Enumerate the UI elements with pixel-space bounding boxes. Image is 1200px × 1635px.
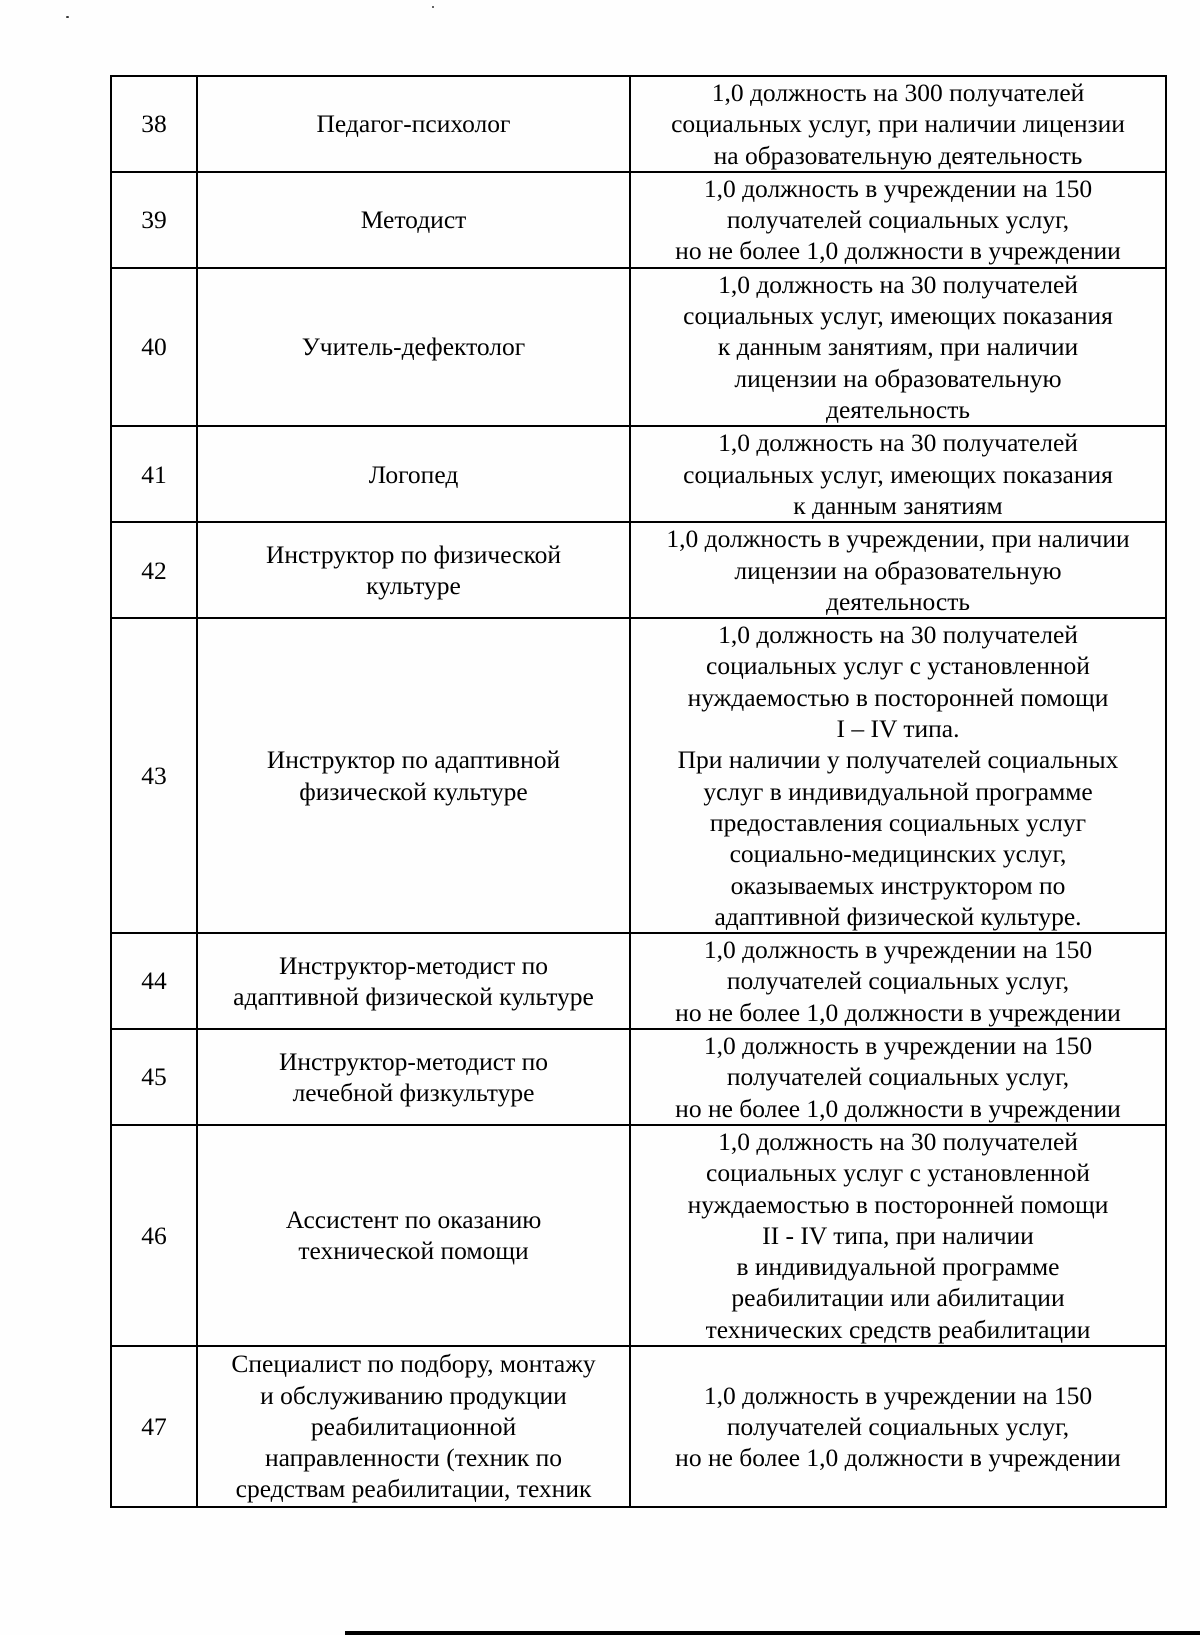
row-number: 39 bbox=[111, 172, 197, 268]
position-name: Специалист по подбору, монтажу и обслуживанию продукции реабилитационной направленности (техник по средствам реабилитации, техник bbox=[197, 1346, 630, 1507]
staffing-norm: 1,0 должность в учреждении на 150 получателей социальных услуг, но не более 1,0 должности в учреждении bbox=[630, 1029, 1166, 1125]
position-name: Инструктор по физической культуре bbox=[197, 522, 630, 618]
row-number: 38 bbox=[111, 76, 197, 172]
scan-edge-line bbox=[345, 1631, 1200, 1635]
table-row bbox=[111, 426, 1166, 522]
row-number: 47 bbox=[111, 1346, 197, 1507]
position-name: Инструктор по адаптивной физической культуре bbox=[197, 618, 630, 933]
position-name: Инструктор-методист по адаптивной физической культуре bbox=[197, 933, 630, 1029]
table-row bbox=[111, 268, 1166, 426]
staffing-norm: 1,0 должность в учреждении на 150 получателей социальных услуг, но не более 1,0 должности в учреждении bbox=[630, 1346, 1166, 1507]
staffing-norm: 1,0 должность в учреждении на 150 получателей социальных услуг, но не более 1,0 должности в учреждении bbox=[630, 172, 1166, 268]
table-row bbox=[111, 618, 1166, 933]
staffing-norm: 1,0 должность на 30 получателей социальных услуг, имеющих показания к данным занятиям bbox=[630, 426, 1166, 522]
staffing-table bbox=[110, 75, 1167, 1508]
staffing-norm: 1,0 должность на 300 получателей социальных услуг, при наличии лицензии на образовательную деятельность bbox=[630, 76, 1166, 172]
staffing-norm: 1,0 должность на 30 получателей социальных услуг с установленной нуждаемостью в посторонней помощи I – IV типа. При наличии у получателей социальных услуг в индивидуальной программе предоставления социальных услуг социально-медицинских услуг, оказываемых инструктором по адаптивной физической культуре. bbox=[630, 618, 1166, 933]
table-row bbox=[111, 1125, 1166, 1346]
position-name: Логопед bbox=[197, 426, 630, 522]
row-number: 40 bbox=[111, 268, 197, 426]
staffing-norm: 1,0 должность на 30 получателей социальных услуг, имеющих показания к данным занятиям, при наличии лицензии на образовательную деятельность bbox=[630, 268, 1166, 426]
scan-speck bbox=[432, 6, 434, 8]
table-row bbox=[111, 933, 1166, 1029]
row-number: 44 bbox=[111, 933, 197, 1029]
row-number: 45 bbox=[111, 1029, 197, 1125]
position-name: Учитель-дефектолог bbox=[197, 268, 630, 426]
position-name: Ассистент по оказанию технической помощи bbox=[197, 1125, 630, 1346]
position-name: Методист bbox=[197, 172, 630, 268]
staffing-norm: 1,0 должность в учреждении, при наличии лицензии на образовательную деятельность bbox=[630, 522, 1166, 618]
staffing-norm: 1,0 должность в учреждении на 150 получателей социальных услуг, но не более 1,0 должности в учреждении bbox=[630, 933, 1166, 1029]
row-number: 43 bbox=[111, 618, 197, 933]
row-number: 42 bbox=[111, 522, 197, 618]
position-name: Педагог-психолог bbox=[197, 76, 630, 172]
row-number: 46 bbox=[111, 1125, 197, 1346]
table-row bbox=[111, 172, 1166, 268]
staffing-norm: 1,0 должность на 30 получателей социальных услуг с установленной нуждаемостью в посторонней помощи II - IV типа, при наличии в индивидуальной программе реабилитации или абилитации технических средств реабилитации bbox=[630, 1125, 1166, 1346]
position-name: Инструктор-методист по лечебной физкультуре bbox=[197, 1029, 630, 1125]
row-number: 41 bbox=[111, 426, 197, 522]
table-row bbox=[111, 1346, 1166, 1507]
table-row bbox=[111, 522, 1166, 618]
table-row bbox=[111, 76, 1166, 172]
table-row bbox=[111, 1029, 1166, 1125]
scan-speck bbox=[66, 16, 69, 18]
